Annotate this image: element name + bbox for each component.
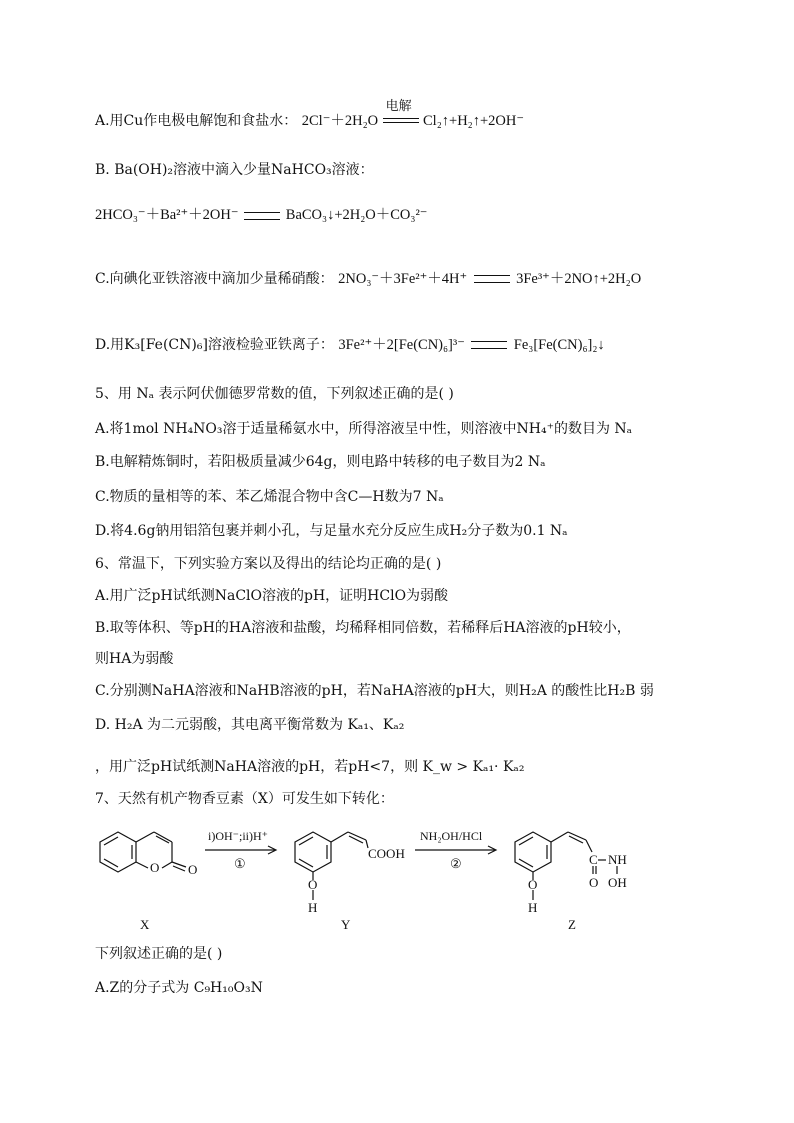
option-c-eq-right: 3Fe³⁺＋2NO↑+2H₂O xyxy=(516,271,642,287)
option-d-eq-left: 3Fe²⁺＋2[Fe(CN)₆]³⁻ xyxy=(338,337,465,353)
equals-sign xyxy=(244,212,280,220)
q6-option-b-line1: B.取等体积、等pH的HA溶液和盐酸，均稀释相同倍数，若稀释后HA溶液的pH较小， xyxy=(95,620,631,636)
q5-option-d: D.将4.6g钠用铝箔包裹并刺小孔，与足量水充分反应生成H₂分子数为0.1 Nₐ xyxy=(95,523,568,539)
q5-option-b: B.电解精炼铜时，若阳极质量减少64g，则电路中转移的电子数目为2 Nₐ xyxy=(95,454,546,470)
y-cooh: COOH xyxy=(368,846,405,861)
option-b-label: B. Ba(OH)₂溶液中滴入少量NaHCO₃溶液： xyxy=(95,162,374,178)
q6-option-d-line1: D. H₂A 为二元弱酸，其电离平衡常数为 Kₐ₁、Kₐ₂ xyxy=(95,717,405,733)
q5-stem: 5、用 Nₐ 表示阿伏伽德罗常数的值，下列叙述正确的是( ) xyxy=(95,386,454,402)
z-nh: NH xyxy=(608,852,627,867)
q6-option-c: C.分别测NaHA溶液和NaHB溶液的pH，若NaHA溶液的pH大，则H₂A 的酸性比H₂B 弱 xyxy=(95,683,654,699)
arrow-2-step: ② xyxy=(450,856,462,871)
reaction-scheme xyxy=(90,812,650,922)
option-c-label: C.向碘化亚铁溶液中滴加少量稀硝酸： xyxy=(95,271,334,287)
arrow-2-reagent: NH₂OH/HCl xyxy=(420,829,483,843)
q6-stem: 6、常温下，下列实验方案以及得出的结论均正确的是( ) xyxy=(95,556,442,572)
q7-stem: 7、天然有机产物香豆素（X）可发生如下转化： xyxy=(95,791,394,807)
option-b-eq-left: 2HCO₃⁻＋Ba²⁺＋2OH⁻ xyxy=(95,207,239,223)
q7-option-a: A.Z的分子式为 C₉H₁₀O₃N xyxy=(95,980,263,996)
option-a-eq-left: 2Cl⁻＋2H₂O xyxy=(301,113,379,129)
option-a-eq-right: Cl₂↑+H₂↑+2OH⁻ xyxy=(423,113,524,129)
equals-sign xyxy=(474,275,510,283)
option-d-label: D.用K₃[Fe(CN)₆]溶液检验亚铁离子： xyxy=(95,337,334,353)
z-phenol-hydrogen: H xyxy=(528,900,538,915)
z-hydroxyl: OH xyxy=(608,875,627,890)
arrow-1-step: ① xyxy=(234,856,246,871)
q6-option-d-line2: ，用广泛pH试纸测NaHA溶液的pH，若pH<7，则 K_w > Kₐ₁· Kₐ₂ xyxy=(95,759,525,775)
y-phenol-hydrogen: H xyxy=(308,900,318,915)
option-b-eq-right: BaCO₃↓+2H₂O＋CO₃²⁻ xyxy=(285,207,428,223)
q6-option-a: A.用广泛pH试纸测NaClO溶液的pH，证明HClO为弱酸 xyxy=(95,588,449,604)
q7-question: 下列叙述正确的是( ) xyxy=(95,946,223,962)
x-carbonyl-oxygen: O xyxy=(188,862,198,877)
option-c xyxy=(95,270,641,288)
compound-x-structure xyxy=(100,832,186,872)
option-b-equation xyxy=(95,206,427,224)
z-carbonyl-carbon: C xyxy=(589,852,598,867)
equals-sign xyxy=(471,341,507,349)
option-d xyxy=(95,336,605,354)
option-a-label: A.用Cu作电极电解饱和食盐水： xyxy=(95,113,298,129)
option-c-eq-left: 2NO₃⁻＋3Fe²⁺＋4H⁺ xyxy=(338,271,468,287)
arrow-1-reagent: i)OH⁻;ii)H⁺ xyxy=(208,829,268,843)
q5-option-c: C.物质的量相等的苯、苯乙烯混合物中含C—H数为7 Nₐ xyxy=(95,489,444,505)
q5-option-a: A.将1mol NH₄NO₃溶于适量稀氨水中，所得溶液呈中性，则溶液中NH₄⁺的数目为 Nₐ xyxy=(95,421,633,437)
option-b-label-line xyxy=(95,161,374,179)
label-x: X xyxy=(140,917,150,932)
z-carbonyl-oxygen: O xyxy=(589,875,599,890)
z-phenol-oxygen: O xyxy=(528,877,538,892)
y-phenol-oxygen: O xyxy=(308,877,318,892)
label-z: Z xyxy=(568,917,576,932)
equals-arrow-electrolysis xyxy=(383,99,419,130)
electrolysis-label: 电解 xyxy=(385,99,412,114)
option-a xyxy=(95,99,524,130)
q6-option-b-line2: 则HA为弱酸 xyxy=(95,651,174,667)
label-y: Y xyxy=(341,917,351,932)
compound-y-structure xyxy=(295,832,368,900)
x-ring-oxygen: O xyxy=(150,860,160,875)
option-d-eq-right: Fe₃[Fe(CN)₆]₂↓ xyxy=(513,337,605,353)
